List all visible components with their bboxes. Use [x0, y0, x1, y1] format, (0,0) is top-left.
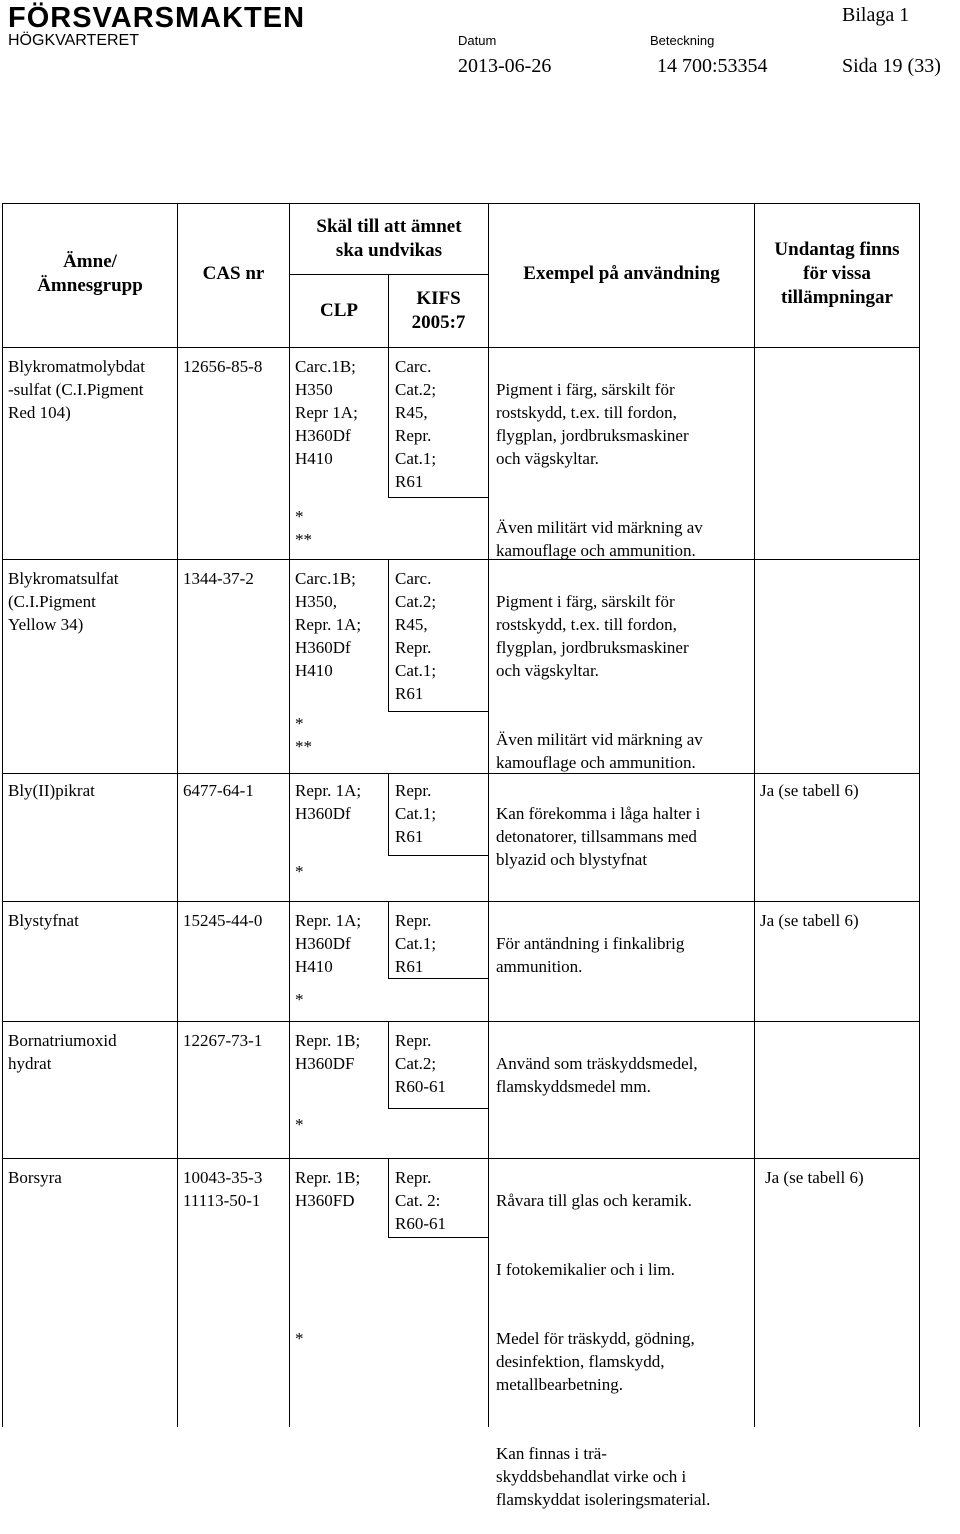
bilaga-label: Bilaga 1 — [842, 4, 910, 26]
row-exception: Ja (se tabell 6) — [765, 1168, 864, 1187]
row-substance: Bly(II)pikrat — [8, 781, 95, 800]
row-marks: * ** — [295, 507, 312, 549]
row-kifs: Repr. Cat.1; R61 — [395, 781, 437, 846]
row-cas: 1344-37-2 — [183, 569, 254, 588]
usage-paragraph: Även militärt vid märkning av kamouflage och ammunition. — [496, 730, 703, 772]
row-exception: Ja (se tabell 6) — [760, 911, 859, 930]
usage-paragraph: Även militärt vid märkning av kamouflage och ammunition. — [496, 518, 703, 560]
usage-paragraph: I fotokemikalier och i lim. — [496, 1260, 675, 1279]
datum-label: Datum — [458, 33, 497, 48]
row-usage — [496, 1029, 698, 1121]
row-cas: 12267-73-1 — [183, 1031, 263, 1050]
col-header-undantag: Undantag finns för vissa tillämpningar — [774, 239, 900, 308]
row-clp: Repr. 1A; H360Df H410 — [295, 911, 362, 976]
unit-name: HÖGKVARTERET — [8, 32, 139, 49]
col-header-kifs: KIFS 2005:7 — [411, 288, 466, 333]
row-clp: Repr. 1A; H360Df — [295, 781, 362, 823]
page-number: Sida 19 (33) — [842, 55, 941, 77]
row-usage — [496, 909, 684, 1001]
usage-paragraph: Kan finnas i trä- skyddsbehandlat virke och i flamskyddat isoleringsmaterial. — [496, 1444, 711, 1509]
col-header-cas: CAS nr — [202, 263, 265, 284]
row-kifs: Repr. Cat.2; R60-61 — [395, 1031, 446, 1096]
usage-paragraph: Pigment i färg, särskilt för rostskydd, t.ex. till fordon, flygplan, jordbruksmaskiner och vägskyltar. — [496, 380, 689, 468]
col-header-amne: Ämne/ Ämnesgrupp — [37, 251, 143, 296]
row-usage — [496, 1166, 710, 1534]
row-marks: * — [295, 1329, 304, 1348]
row-marks: * — [295, 990, 304, 1009]
row-usage — [496, 779, 700, 894]
col-header-clp: CLP — [320, 300, 358, 321]
row-substance: Bornatriumoxid hydrat — [8, 1031, 117, 1073]
beteckning-label: Beteckning — [650, 33, 715, 48]
substance-table — [2, 203, 920, 1509]
usage-paragraph: Medel för träskydd, gödning, desinfektion, flamskydd, metallbearbetning. — [496, 1329, 695, 1394]
beteckning-value: 14 700:53354 — [657, 55, 768, 77]
row-cas: 15245-44-0 — [183, 911, 263, 930]
row-kifs: Carc. Cat.2; R45, Repr. Cat.1; R61 — [395, 357, 437, 491]
row-cas: 6477-64-1 — [183, 781, 254, 800]
row-cas: 10043-35-3 11113-50-1 — [183, 1168, 263, 1210]
col-header-skal: Skäl till att ämnet ska undvikas — [316, 216, 462, 261]
row-substance: Blykromatsulfat (C.I.Pigment Yellow 34) — [8, 569, 119, 634]
row-clp: Repr. 1B; H360FD — [295, 1168, 361, 1210]
row-substance: Borsyra — [8, 1168, 62, 1187]
row-kifs: Carc. Cat.2; R45, Repr. Cat.1; R61 — [395, 569, 437, 703]
datum-value: 2013-06-26 — [458, 55, 552, 77]
row-cas: 12656-85-8 — [183, 357, 263, 376]
row-kifs: Repr. Cat.1; R61 — [395, 911, 437, 976]
usage-paragraph: Kan förekomma i låga halter i detonatorer, tillsammans med blyazid och blystyfnat — [496, 804, 701, 869]
row-exception: Ja (se tabell 6) — [760, 781, 859, 800]
logo-forsvarsmakten: FÖRSVARSMAKTEN — [8, 2, 306, 34]
row-clp: Repr. 1B; H360DF — [295, 1031, 361, 1073]
row-substance: Blystyfnat — [8, 911, 79, 930]
row-marks: * — [295, 1115, 304, 1134]
row-substance: Blykromatmolybdat -sulfat (C.I.Pigment Red 104) — [8, 357, 145, 422]
usage-paragraph: Råvara till glas och keramik. — [496, 1191, 692, 1210]
usage-paragraph: För antändning i finkalibrig ammunition. — [496, 934, 685, 976]
usage-paragraph: Pigment i färg, särskilt för rostskydd, t.ex. till fordon, flygplan, jordbruksmaskiner och vägskyltar. — [496, 592, 689, 680]
row-usage — [496, 355, 703, 585]
row-clp: Carc.1B; H350, Repr. 1A; H360Df H410 — [295, 569, 362, 680]
row-clp: Carc.1B; H350 Repr 1A; H360Df H410 — [295, 357, 358, 468]
usage-paragraph: Använd som träskyddsmedel, flamskyddsmedel mm. — [496, 1054, 698, 1096]
col-header-exempel: Exempel på användning — [523, 263, 720, 284]
row-usage — [496, 567, 703, 797]
row-kifs: Repr. Cat. 2: R60-61 — [395, 1168, 446, 1233]
row-marks: * ** — [295, 714, 312, 756]
row-marks: * — [295, 862, 304, 881]
